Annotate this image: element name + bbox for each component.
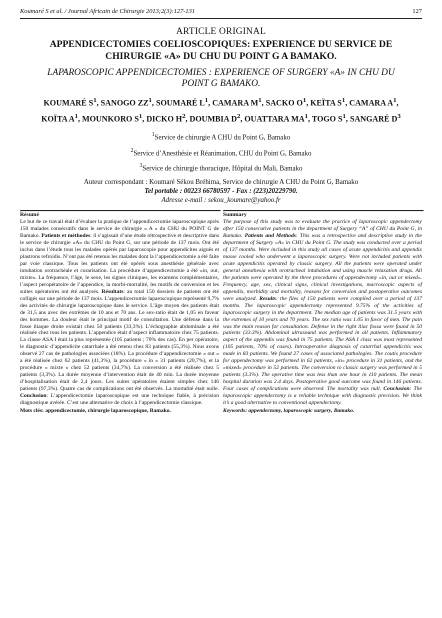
author-affiliation-mark: 1 — [304, 112, 308, 120]
contact-phone: Tel portable : 00223 66780597 - Fax : (223)20229790. — [144, 188, 298, 196]
author-name: DICKO H — [146, 114, 183, 124]
author-name: SOUMARÉ L — [155, 98, 205, 108]
author-affiliation-mark: 1 — [74, 112, 78, 120]
abstract-english — [223, 210, 422, 415]
summary-methods: : This was a retrospective and descriptive study in the department of Surgery «A» in CHU du Point G. The study was conducted over a period of 137 months. Were included in this study all cases of acute appendicitis and appendix masse cooled who underwent a laparoscopic surgery. Were not included patients with acute appendicitis operated by classic surgery. All the patients were operated under general anesthesia with orotracheal intubation and using muscle relaxation drugs. All the patients were operated by the three procedures of appendectomy «in, out or mixed». Frequency, age, sex, clinical signs, clinical investigations, macroscopic aspects of appendix, morbidity and mortality, reasons for conversion and postoperative outcomes were analyzed. — [223, 233, 422, 302]
summary-intro: The purpose of this study was to evaluate the practice of laparoscopic appendectomy after 150 consecutive patients in the department of Surgery “A” of CHU du Point G, in Bamako. — [223, 219, 422, 240]
resume-conclusion: : L’appendicectomie laparoscopique est une technique fiable, à précision diagnostique avérée. C’est une alternative de choix à l’appendicectomie classique. — [20, 393, 219, 406]
resume-conclusion-label: Conclusion — [20, 393, 47, 400]
author-affiliation-mark: 1 — [93, 97, 97, 104]
resume-keywords-label: Mots clés — [20, 407, 43, 414]
running-header — [20, 0, 422, 19]
affiliation-2: $^2$Service d’Anesthésie et Réanimation, CHU du Point G, Bamako — [130, 147, 312, 157]
author-name: SANOGO ZZ — [100, 98, 149, 108]
author-name: OUATTARA MA — [244, 114, 305, 124]
summary-heading: Summary — [223, 212, 247, 219]
author-name: KOUMARÉ S — [43, 98, 94, 108]
abstract-columns — [20, 210, 422, 415]
author-affiliation-mark: 1 — [148, 97, 152, 104]
author-name: KEÏTA S — [310, 98, 342, 108]
resume-keywords: : appendicectomie, chirurgie laparoscopique, Bamako. — [42, 407, 171, 414]
author-affiliation-mark: 1 — [258, 97, 262, 104]
affiliation-1: $^1$Service de chirurgie A CHU du Point G, Bamako — [151, 132, 291, 142]
author-name: SACKO O — [265, 98, 303, 108]
author-affiliation-mark: 1 — [138, 112, 143, 120]
summary-conclusion-label: Conclusion — [383, 386, 410, 393]
summary-methods-label: Patients and Methods — [244, 233, 296, 240]
author-affiliation-mark: 2 — [182, 112, 186, 120]
summary-results-label: Results — [259, 295, 276, 302]
summary-results: : the files of 150 patients were compiled over a period of 137 months. The laparoscopic appendectomy represented 9.75% of the activities of laparoscopic surgery in the department. The median age of patients was 31.5 years with the extremes of 10 years and 70 years. The sex ratio was 1.05 in favor of men. The pain was the main reason for consultation. Defense in the right iliac fossa were found in 50 patients (33.3%). Abdominal ultrasound was performed in all patients. Inflammatory aspect of the appendix was found in 75 patients. The ASA I class was most represented (105 patients, 70% of cases). Intraoperative diagnosis of catarrhal appendicitis was made in 83 patients. We found 27 cases of associated pathologies. The coutis procedure for appendectomy was performed in 62 patients, «in» procedure in 31 patients, and the «mixed» procedure in 52 patients. The conversion to classic surgery was performed in 5 patients (3.3%). The operative time was less than one hour in 110 patients. The mean hospital duration was 2.4 days. Postoperative good outcome was found in 146 patients. Four cases of complications were observed. The mortality was null. — [223, 295, 422, 393]
author-name: CAMARA A — [349, 98, 394, 108]
abstract-french — [20, 210, 219, 415]
author-name: MOUNKORO S — [82, 114, 139, 124]
affiliation-3: $^3$Service de chirurgie thoracique, Hôpital du Mali, Bamako — [139, 162, 303, 173]
article-type: ARTICLE ORIGINAL — [176, 27, 266, 37]
resume-intro: Le but de ce travail était d’évaluer la pratique de l’appendicectomie laparoscopique après 150 malades consécutifs dans le service de chirurgie « A » du CHU du POINT G de Bamako. — [20, 219, 219, 240]
resume-methods-label: Patients et méthodes — [41, 233, 91, 240]
author-name: CAMARA M — [212, 98, 259, 108]
author-name: DOUMBIA D — [189, 114, 237, 124]
resume-heading: Résumé — [20, 212, 39, 219]
author-affiliation-mark: 3 — [397, 112, 401, 120]
author-name: TOGO S — [311, 114, 343, 124]
author-affiliation-mark: 1 — [393, 97, 397, 104]
corresponding-author: Auteur correspondant : Koumaré Sékou Bréhima, Service de chirurgie A CHU du Point G, Bamako — [83, 179, 359, 187]
resume-methods: : il s’agissait d’une étude rétrospective et descriptive dans le service de chirurgie «A» du CHU du Point G, sur une période de 137 mois. Ont été inclus dans l’étude tous les malades opérés par laparoscopie pour appendicites aiguës et plastrons refroidis. N’ont pas été retenus les malades dont la l’appendicectomie a été faite par voie classique. Tous les patients ont été opérés sous anesthésie générale avec intubation orotrachéale et curarisation. La procédure d’appendicectomie a été «in, out, mixte». La fréquence, l’âge, le sexe, les signes cliniques, les examens complémentaires, l’aspect peropératoire de l’appendice, la morbi-mortalité, les motifs de conversion et les suites opératoires ont été analysés. — [20, 233, 219, 295]
author-affiliation-mark: 2 — [236, 112, 241, 120]
author-affiliation-mark: 1 — [342, 112, 346, 120]
author-affiliation-mark: 1 — [302, 97, 307, 104]
summary-conclusion: : The laparoscopic appendectomy is a reliable technique with diagnostic precision. We think it’s a good alternative to conventional appendectomy. — [223, 386, 422, 406]
page-number: 127 — [412, 8, 422, 15]
author-name: SANGARÉ D — [349, 114, 398, 124]
title-french: APPENDICECTOMIES COELIOSCOPIQUES: EXPERIENCE DU SERVICE DE CHIRURGIE «A» DU CHU DU POINT G A BAMAKO. — [49, 39, 393, 62]
summary-keywords-label: Keywords — [223, 407, 246, 414]
author-list: KOUMARÉ $S^1$, SANOGO $ZZ^1$, SOUMARÉ $L^1$, CAMARA $M^1$, SACKO $O^1$, KEÏTA $S^1$, CAMARA $A^1$, KOÏTA $A^1$, MOUNKORO $S^1$, DICKO $H^2$, DOUMBIA $D^2$, OUATTARA $MA^1$, TOGO $S^1$, SANGARÉ $D^3$ — [41, 97, 401, 124]
resume-results-label: Résultats — [101, 288, 124, 295]
author-affiliation-mark: 1 — [204, 97, 209, 104]
title-english: LAPAROSCOPIC APPENDICECTOMIES : EXPERIENCE OF SURGERY «A» IN CHU DU POINT G BAMAKO. — [47, 68, 395, 89]
journal-citation: Koumaré S et al. / Journal Africain de Chirurgie 2013;2(3):127-131 — [20, 8, 196, 15]
resume-results: : au total 150 dossiers de patients ont été colligés sur une période de 137 mois. L’appendicectomie laparoscopique représenté 9,7% des activités de chirurgie laparoscopique dans le service. L’âge moyen des patients était de 31,5 ans avec des extrêmes de 10 ans et 70 ans. Le sex-ratio était de 1,05 en faveur des hommes. La douleur était le principal motif de consultation. Une défense dans la fosse iliaque droite existait chez 50 patients (33,3%). L’échographie abdominale a été réalisée chez tous les patients. L’appendice était d’aspect inflammatoire chez 75 patients. La classe ASA I était la plus représentée (105 patients ; 70% des cas). En per opératoire, le diagnostic d’appendicite catarrhale a été retenu chez 83 patients (55,3%). Nous avons observé 27 cas de pathologies associées (18%). La procédure d’appendicectomie « out » a été réalisée chez 62 patients (41,3%), la procédure « in » 31 patients (20,7%), et la procédure « mixte » chez 52 patients (34,7%). La conversion a été réalisée chez 5 patients (3,3%). La durée moyenne d’intervention était de 40 min. La durée moyenne d’hospitalisation était de 2,4 jours. Les suites opératoires étaient simples chez 146 patients (97,3%). Quatre cas de complications ont été observés. La mortalité était nulle. — [20, 288, 219, 393]
author-name: KOÏTA A — [41, 114, 75, 124]
correspondence — [20, 178, 422, 205]
contact-email[interactable]: Adresse e-mail : sekou_koumare@yahoo.fr — [161, 197, 281, 205]
author-affiliation-mark: 1 — [341, 97, 346, 104]
summary-keywords: : appendectomy, laparoscopic surgery, Bamako. — [245, 407, 355, 414]
affiliations — [20, 129, 422, 175]
